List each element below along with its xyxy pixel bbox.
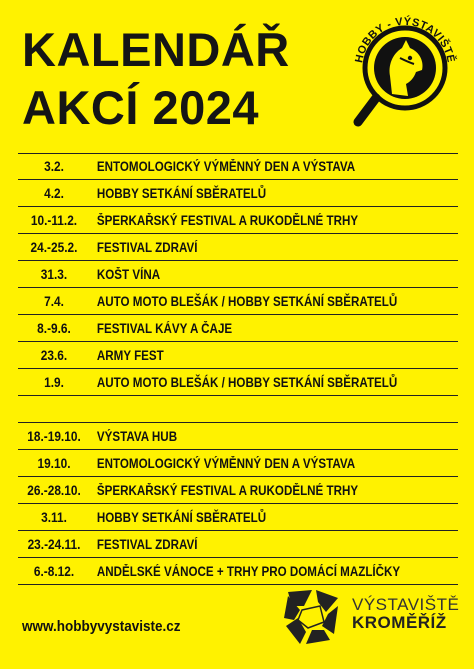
event-date: 26.-28.10. bbox=[27, 482, 81, 498]
event-name: ARMY FEST bbox=[96, 347, 164, 363]
list-item bbox=[18, 234, 458, 261]
title-line-1: KALENDÁŘ bbox=[22, 23, 290, 76]
event-date: 24.-25.2. bbox=[30, 239, 78, 255]
event-name: FESTIVAL ZDRAVÍ bbox=[96, 239, 198, 255]
event-name: AUTO MOTO BLEŠÁK / HOBBY SETKÁNÍ SBĚRATELŮ bbox=[96, 374, 398, 390]
title-line-2: AKCÍ 2024 bbox=[22, 81, 259, 134]
list-item bbox=[18, 261, 458, 288]
list-item bbox=[18, 558, 458, 585]
event-name: FESTIVAL ZDRAVÍ bbox=[96, 536, 198, 552]
event-name: AUTO MOTO BLEŠÁK / HOBBY SETKÁNÍ SBĚRATELŮ bbox=[96, 293, 398, 309]
event-name: ANDĚLSKÉ VÁNOCE + TRHY PRO DOMÁCÍ MAZLÍČKY bbox=[96, 563, 401, 579]
list-item bbox=[18, 369, 458, 396]
event-date: 3.11. bbox=[41, 509, 67, 525]
list-item bbox=[18, 423, 458, 450]
event-date: 6.-8.12. bbox=[33, 563, 75, 579]
venue-line-1: VÝSTAVIŠTĚ bbox=[352, 595, 460, 614]
event-name: ŠPERKAŘSKÝ FESTIVAL A RUKODĚLNÉ TRHY bbox=[96, 482, 359, 498]
list-item bbox=[18, 504, 458, 531]
event-date: 18.-19.10. bbox=[27, 428, 81, 444]
event-date: 19.10. bbox=[37, 455, 71, 471]
venue-wordmark bbox=[352, 596, 459, 632]
event-name: ŠPERKAŘSKÝ FESTIVAL A RUKODĚLNÉ TRHY bbox=[96, 212, 359, 228]
event-name: HOBBY SETKÁNÍ SBĚRATELŮ bbox=[96, 509, 267, 525]
event-date: 8.-9.6. bbox=[37, 320, 71, 336]
list-item bbox=[18, 342, 458, 369]
event-date: 23.-24.11. bbox=[27, 536, 81, 552]
list-item bbox=[18, 477, 458, 504]
logo-text: HOBBY - VÝSTAVIŠTĚ bbox=[353, 15, 457, 64]
event-date: 23.6. bbox=[40, 347, 68, 363]
event-name: VÝSTAVA HUB bbox=[96, 428, 178, 444]
list-item bbox=[18, 207, 458, 234]
event-name: HOBBY SETKÁNÍ SBĚRATELŮ bbox=[96, 185, 267, 201]
vystaviste-star-icon bbox=[282, 586, 342, 648]
list-item bbox=[18, 450, 458, 477]
venue-line-2: KROMĚŘÍŽ bbox=[352, 612, 447, 632]
event-name: FESTIVAL KÁVY A ČAJE bbox=[96, 320, 233, 336]
list-item bbox=[18, 531, 458, 558]
event-name: KOŠT VÍNA bbox=[96, 266, 161, 282]
events-list bbox=[18, 153, 458, 585]
list-item bbox=[18, 288, 458, 315]
list-item bbox=[18, 153, 458, 180]
list-item bbox=[18, 180, 458, 207]
event-date: 1.9. bbox=[44, 374, 64, 390]
event-date: 7.4. bbox=[44, 293, 64, 309]
separator bbox=[18, 396, 458, 423]
event-name: ENTOMOLOGICKÝ VÝMĚNNÝ DEN A VÝSTAVA bbox=[96, 455, 356, 471]
event-date: 31.3. bbox=[40, 266, 68, 282]
horse-head-magnifier-icon bbox=[344, 6, 462, 134]
event-date: 4.2. bbox=[44, 185, 64, 201]
event-name: ENTOMOLOGICKÝ VÝMĚNNÝ DEN A VÝSTAVA bbox=[96, 159, 356, 174]
event-date: 10.-11.2. bbox=[30, 212, 78, 228]
list-item bbox=[18, 315, 458, 342]
event-date: 3.2. bbox=[44, 159, 64, 174]
website-link[interactable]: www.hobbyvystaviste.cz bbox=[22, 618, 181, 635]
